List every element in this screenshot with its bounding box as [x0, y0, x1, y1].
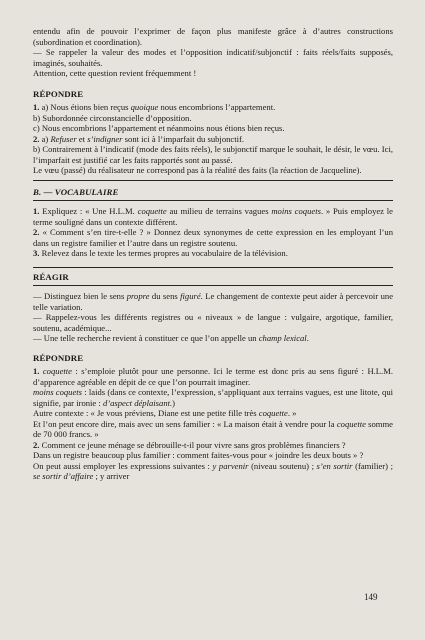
answer-item: 1. coquette : s’emploie plutôt pour une personne. Ici le terme est donc pris au sens figuré : H.L.M. d’apparence agréable en dépit de ce que l’on pourrait imaginer.	[33, 366, 393, 387]
answer-item: 1. a) Nous étions bien reçus quoique nous encombrions l’appartement.	[33, 102, 276, 112]
section-heading-repondre: RÉPONDRE	[33, 352, 84, 363]
answer-item: Et l’on peut encore dire, mais avec un sens familier : « La maison était à vendre pour la coquette somme de 70 000 francs. »	[33, 418, 393, 439]
section-divider	[33, 180, 393, 181]
heading-underline	[33, 200, 393, 201]
section-divider	[33, 267, 393, 268]
answer-item: c) Nous encombrions l’appartement et néanmoins nous étions bien reçus.	[33, 123, 285, 133]
exercise-item: 1. Expliquez : « Une H.L.M. coquette au milieu de terrains vagues moins coquets. » Puis employez le terme souligné dans un contexte différent.	[33, 206, 393, 227]
answer-item: b) Subordonnée circonstancielle d’opposition.	[33, 112, 192, 123]
answer-item: 2. a) Refuser et s’indigner sont ici à l’imparfait du subjonctif.	[33, 133, 245, 144]
section-heading-repondre: RÉPONDRE	[33, 88, 84, 99]
exercise-item: 2. « Comment s’en tire-t-elle ? » Donnez deux synonymes de cette expression en les employant l’un dans un registre familier et l’autre dans un registre soutenu.	[33, 227, 393, 248]
tip-paragraph: — Une telle recherche revient à constituer ce que l’on appelle un champ lexical.	[33, 333, 309, 343]
page-number: 149	[364, 592, 378, 602]
answer-item: Dans un registre beaucoup plus familier : comment faites-vous pour « joindre les deux bouts » ?	[33, 450, 364, 460]
answer-item: 2. Comment ce jeune ménage se débrouille-t-il pour vivre sans gros problèmes financiers ?	[33, 439, 346, 450]
section-heading-vocabulaire: B. — VOCABULAIRE	[33, 186, 119, 197]
page-text	[33, 26, 393, 482]
answer-item: b) Contrairement à l’indicatif (mode des faits réels), le subjonctif marque le souhait, le désir, le vœu. Ici, l’imparfait est justifié car les faits rapportés sont au passé.	[33, 144, 393, 165]
tip-paragraph: — Distinguez bien le sens propre du sens figuré. Le changement de contexte peut aider à percevoir une telle variation.	[33, 291, 394, 312]
section-heading-reagir: RÉAGIR	[33, 271, 69, 282]
heading-underline	[33, 285, 393, 286]
intro-paragraph: entendu afin de pouvoir l’exprimer de façon plus manifeste grâce à d’autres constructions (subordination et coordination).	[33, 26, 393, 47]
answer-item: Le vœu (passé) du réalisateur ne correspond pas à la réalité des faits (la réaction de Jacqueline).	[33, 165, 362, 175]
answer-item: Autre contexte : « Je vous préviens, Diane est une petite fille très coquette. »	[33, 408, 297, 418]
tip-paragraph: — Rappelez-vous les différents registres ou « niveaux » de langue : vulgaire, argotique, familier, soutenu, académique...	[33, 312, 393, 333]
intro-paragraph: — Se rappeler la valeur des modes et l’opposition indicatif/subjonctif : faits réels/faits supposés, imaginés, souhaités.	[33, 47, 393, 68]
intro-paragraph: Attention, cette question revient fréquemment !	[33, 68, 197, 78]
answer-item: On peut aussi employer les expressions suivantes : y parvenir (niveau soutenu) ; s’en sortir (familier) ; se sortir d’affaire ; y arriver	[33, 460, 393, 481]
answer-item: moins coquets : laids (dans ce contexte, l’expression, s’appliquant aux terrains vagues, est une litote, qui signifie, par ironie : d’aspect déplaisant.)	[33, 387, 394, 408]
exercise-item: 3. Relevez dans le texte les termes propres au vocabulaire de la télévision.	[33, 248, 288, 258]
